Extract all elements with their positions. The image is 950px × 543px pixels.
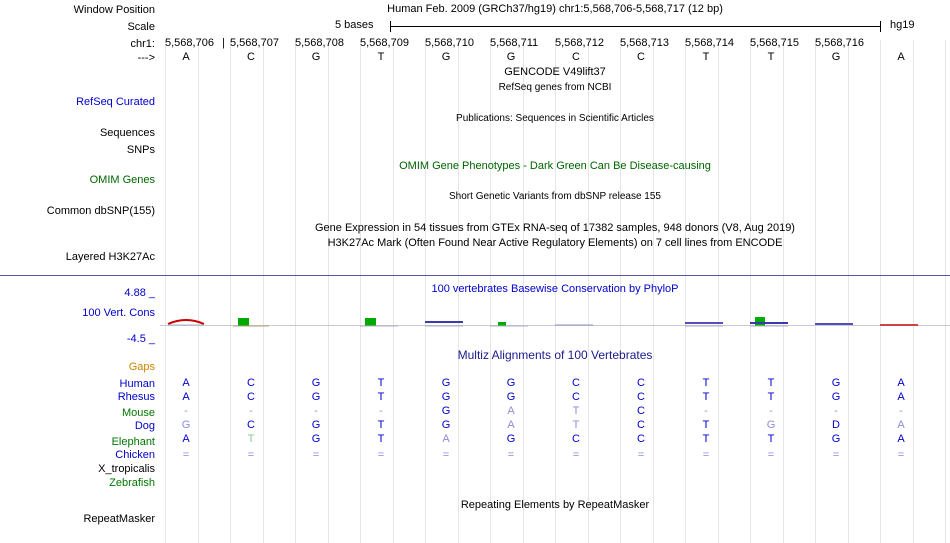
multiz-dog-base-5: A xyxy=(507,419,515,431)
multiz-elephant-base-0: A xyxy=(182,433,190,445)
multiz-chicken-base-7: = xyxy=(637,449,645,461)
track-label-column xyxy=(0,0,155,543)
multiz-chicken-base-4: = xyxy=(442,449,450,461)
multiz-chicken-base-2: = xyxy=(312,449,320,461)
ruler-coordinates xyxy=(160,37,950,51)
track-title-dbsnp[interactable]: Short Genetic Variants from dbSNP release 155 xyxy=(449,191,661,202)
multiz-rhesus-base-6: C xyxy=(572,391,580,403)
ruler-pos-0: 5,568,706 xyxy=(165,37,214,49)
track-title-repeatmasker[interactable]: Repeating Elements by RepeatMasker xyxy=(460,499,650,511)
multiz-elephant-base-1: T xyxy=(247,433,255,445)
ruler-pos-1: 5,568,707 xyxy=(230,37,279,49)
label-refseq-curated[interactable]: RefSeq Curated xyxy=(76,96,155,108)
species-label-x-tropicalis[interactable]: X_tropicalis xyxy=(98,463,155,475)
multiz-elephant-base-5: G xyxy=(506,433,516,445)
multiz-rhesus-base-5: G xyxy=(506,391,516,403)
ref-base-8: T xyxy=(702,51,710,63)
ruler-pos-5: 5,568,711 xyxy=(490,37,539,49)
multiz-row-elephant xyxy=(160,433,950,447)
multiz-human-base-3: T xyxy=(377,377,385,389)
multiz-chicken-base-5: = xyxy=(507,449,515,461)
label-strand-arrow: ---> xyxy=(137,52,155,64)
ruler-pos-8: 5,568,714 xyxy=(685,37,734,49)
multiz-elephant-base-11: A xyxy=(897,433,905,445)
multiz-dog-base-8: T xyxy=(702,419,710,431)
multiz-elephant-base-2: G xyxy=(311,433,321,445)
multiz-rhesus-base-3: T xyxy=(377,391,385,403)
label-scale: Scale xyxy=(127,21,155,33)
multiz-dog-base-0: G xyxy=(181,419,191,431)
multiz-chicken-base-0: = xyxy=(182,449,190,461)
label-layered-h3k27ac[interactable]: Layered H3K27Ac xyxy=(65,251,155,263)
multiz-mouse-base-4: G xyxy=(441,405,451,417)
multiz-chicken-base-9: = xyxy=(767,449,775,461)
ref-base-4: G xyxy=(441,51,451,63)
scale-tick-left xyxy=(390,21,391,32)
ref-base-1: C xyxy=(247,51,255,63)
track-title-conservation[interactable]: 100 vertebrates Basewise Conservation by PhyloP xyxy=(431,283,679,295)
species-label-mouse[interactable]: Mouse xyxy=(121,407,155,419)
multiz-dog-base-3: T xyxy=(377,419,385,431)
multiz-rhesus-base-10: G xyxy=(831,391,841,403)
multiz-elephant-base-8: T xyxy=(702,433,710,445)
multiz-dog-base-7: C xyxy=(637,419,645,431)
multiz-row-rhesus xyxy=(160,391,950,405)
conservation-min-label: -4.5 _ xyxy=(126,333,155,345)
ref-base-2: G xyxy=(311,51,321,63)
multiz-human-base-4: G xyxy=(441,377,451,389)
track-canvas xyxy=(160,0,950,543)
multiz-human-base-8: T xyxy=(702,377,710,389)
label-chrom: chr1: xyxy=(130,38,155,50)
multiz-human-base-0: A xyxy=(182,377,190,389)
ruler-pos-4: 5,568,710 xyxy=(425,37,474,49)
track-title-gtex[interactable]: Gene Expression in 54 tissues from GTEx RNA-seq of 17382 samples, 948 donors (V8, Aug 2019) xyxy=(315,222,795,234)
multiz-human-base-9: T xyxy=(767,377,775,389)
multiz-rhesus-base-4: G xyxy=(441,391,451,403)
multiz-rhesus-base-11: A xyxy=(897,391,905,403)
ruler-pos-7: 5,568,713 xyxy=(620,37,669,49)
multiz-mouse-base-7: C xyxy=(637,405,645,417)
track-title-refseq[interactable]: RefSeq genes from NCBI xyxy=(498,82,612,93)
multiz-elephant-base-6: C xyxy=(572,433,580,445)
ruler-pos-10: 5,568,716 xyxy=(815,37,864,49)
scale-text: 5 bases xyxy=(335,19,374,31)
multiz-mouse-base-3: - xyxy=(379,405,383,417)
ref-base-11: A xyxy=(897,51,905,63)
multiz-dog-base-9: G xyxy=(766,419,776,431)
ref-base-7: C xyxy=(637,51,645,63)
species-label-elephant[interactable]: Elephant xyxy=(111,436,155,448)
conservation-plot[interactable] xyxy=(160,300,950,345)
track-title-multiz[interactable]: Multiz Alignments of 100 Vertebrates xyxy=(457,348,653,362)
multiz-elephant-base-10: G xyxy=(831,433,841,445)
track-title-publications[interactable]: Publications: Sequences in Scientific Articles xyxy=(456,113,654,124)
multiz-mouse-base-11: - xyxy=(899,405,903,417)
track-title-h3k27ac[interactable]: H3K27Ac Mark (Often Found Near Active Regulatory Elements) on 7 cell lines from ENCODE xyxy=(327,237,783,249)
multiz-human-base-2: G xyxy=(311,377,321,389)
multiz-row-chicken xyxy=(160,449,950,463)
ref-base-6: C xyxy=(572,51,580,63)
species-label-chicken[interactable]: Chicken xyxy=(115,449,155,461)
species-label-human[interactable]: Human xyxy=(119,378,155,390)
reference-sequence-row xyxy=(160,51,950,65)
label-100-vert-cons[interactable]: 100 Vert. Cons xyxy=(82,307,155,319)
multiz-human-base-6: C xyxy=(572,377,580,389)
label-snps[interactable]: SNPs xyxy=(126,144,155,156)
multiz-mouse-base-8: - xyxy=(704,405,708,417)
multiz-elephant-base-3: T xyxy=(377,433,385,445)
ref-base-5: G xyxy=(506,51,516,63)
multiz-mouse-base-2: - xyxy=(314,405,318,417)
multiz-chicken-base-11: = xyxy=(897,449,905,461)
species-label-dog[interactable]: Dog xyxy=(134,420,155,432)
ruler-pos-9: 5,568,715 xyxy=(750,37,799,49)
assembly-position-title: Human Feb. 2009 (GRCh37/hg19) chr1:5,568,706-5,568,717 (12 bp) xyxy=(387,3,723,15)
multiz-dog-base-1: C xyxy=(247,419,255,431)
multiz-chicken-base-8: = xyxy=(702,449,710,461)
multiz-chicken-base-3: = xyxy=(377,449,385,461)
multiz-chicken-base-10: = xyxy=(832,449,840,461)
multiz-chicken-base-6: = xyxy=(572,449,580,461)
ref-base-9: T xyxy=(767,51,775,63)
multiz-human-base-7: C xyxy=(637,377,645,389)
multiz-elephant-base-4: A xyxy=(442,433,450,445)
ref-base-10: G xyxy=(831,51,841,63)
multiz-dog-base-4: G xyxy=(441,419,451,431)
scale-bar xyxy=(390,26,880,27)
multiz-human-base-5: G xyxy=(506,377,516,389)
multiz-elephant-base-9: T xyxy=(767,433,775,445)
multiz-rhesus-base-9: T xyxy=(767,391,775,403)
multiz-mouse-base-1: - xyxy=(249,405,253,417)
multiz-chicken-base-1: = xyxy=(247,449,255,461)
multiz-human-base-1: C xyxy=(247,377,255,389)
ruler-pos-3: 5,568,709 xyxy=(360,37,409,49)
conservation-max-label: 4.88 _ xyxy=(124,287,155,299)
multiz-rhesus-base-2: G xyxy=(311,391,321,403)
ruler-divider: | xyxy=(222,37,225,49)
ref-base-0: A xyxy=(182,51,190,63)
scale-tick-right xyxy=(880,21,881,32)
track-title-gencode[interactable]: GENCODE V49lift37 xyxy=(504,66,606,78)
multiz-row-human xyxy=(160,377,950,391)
multiz-mouse-base-6: T xyxy=(572,405,580,417)
multiz-dog-base-10: D xyxy=(832,419,840,431)
ruler-pos-6: 5,568,712 xyxy=(555,37,604,49)
multiz-mouse-base-10: - xyxy=(834,405,838,417)
multiz-rhesus-base-8: T xyxy=(702,391,710,403)
assembly-short-label: hg19 xyxy=(890,19,915,31)
multiz-rhesus-base-1: C xyxy=(247,391,255,403)
label-window-position: Window Position xyxy=(73,4,155,16)
label-omim-genes[interactable]: OMIM Genes xyxy=(89,174,155,186)
track-title-omim[interactable]: OMIM Gene Phenotypes - Dark Green Can Be Disease-causing xyxy=(399,160,711,172)
multiz-rhesus-base-7: C xyxy=(637,391,645,403)
multiz-mouse-base-0: - xyxy=(184,405,188,417)
ruler-pos-2: 5,568,708 xyxy=(295,37,344,49)
multiz-dog-base-6: T xyxy=(572,419,580,431)
multiz-dog-base-11: A xyxy=(897,419,905,431)
label-common-dbsnp[interactable]: Common dbSNP(155) xyxy=(46,205,155,217)
multiz-row-mouse xyxy=(160,405,950,419)
multiz-dog-base-2: G xyxy=(311,419,321,431)
multiz-mouse-base-9: - xyxy=(769,405,773,417)
label-gaps[interactable]: Gaps xyxy=(128,361,155,373)
multiz-human-base-10: G xyxy=(831,377,841,389)
species-label-zebrafish[interactable]: Zebrafish xyxy=(109,477,155,489)
label-repeatmasker[interactable]: RepeatMasker xyxy=(83,513,155,525)
multiz-human-base-11: A xyxy=(897,377,905,389)
multiz-mouse-base-5: A xyxy=(507,405,515,417)
label-sequences[interactable]: Sequences xyxy=(99,127,155,139)
multiz-rhesus-base-0: A xyxy=(182,391,190,403)
ref-base-3: T xyxy=(377,51,385,63)
track-separator xyxy=(0,275,950,276)
multiz-row-dog xyxy=(160,419,950,433)
multiz-elephant-base-7: C xyxy=(637,433,645,445)
species-label-rhesus[interactable]: Rhesus xyxy=(117,391,155,403)
